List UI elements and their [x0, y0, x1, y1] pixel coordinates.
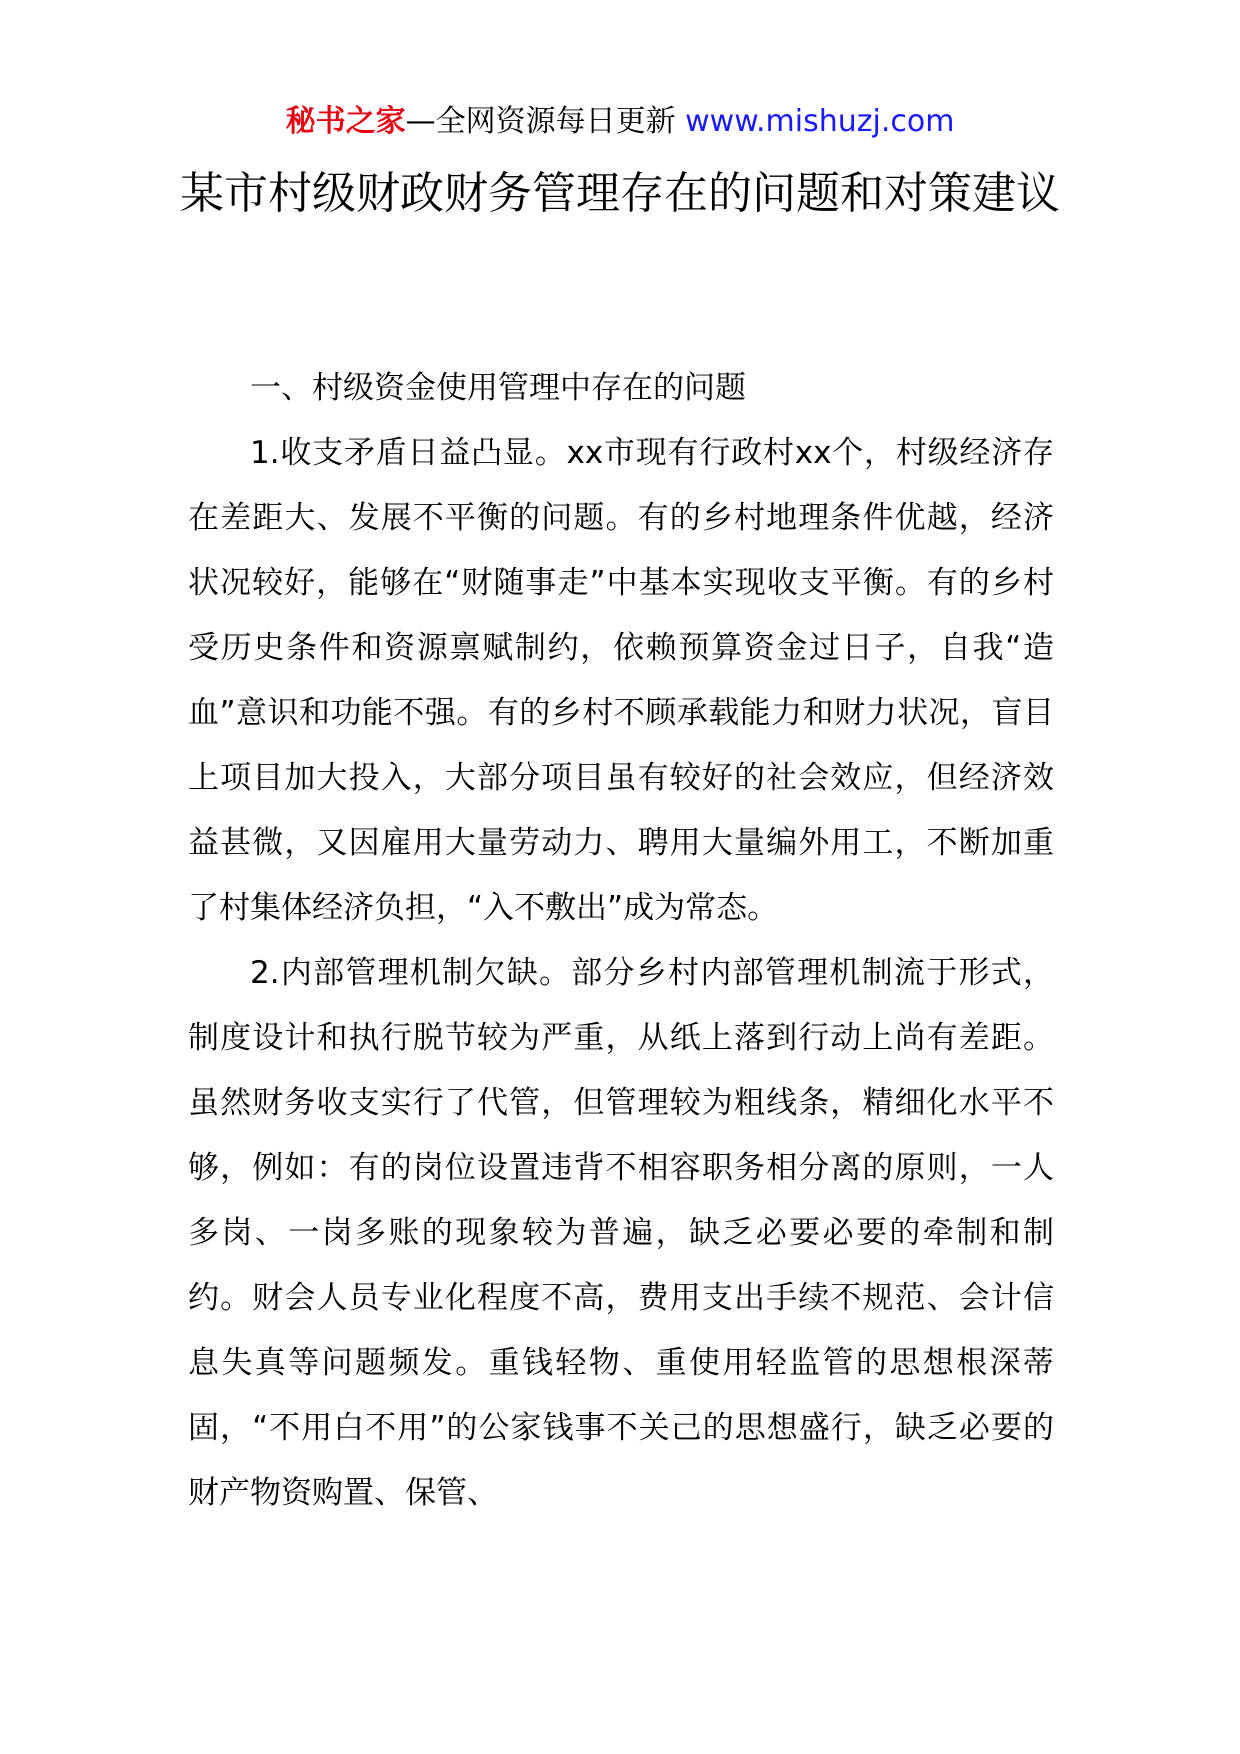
document-title: 某市村级财政财务管理存在的问题和对策建议: [180, 168, 1060, 219]
site-tagline: —全网资源每日更新: [405, 104, 676, 139]
site-url-link[interactable]: www.mishuzj.com: [685, 104, 955, 139]
document-body: [188, 356, 1054, 1526]
site-header: [0, 100, 1240, 144]
body-paragraph: 2.内部管理机制欠缺。部分乡村内部管理机制流于形式，制度设计和执行脱节较为严重，从纸上落到行动上尚有差距。虽然财务收支实行了代管，但管理较为粗线条，精细化水平不够，例如：有的岗位设置违背不相容职务相分离的原则，一人多岗、一岗多账的现象较为普遍，缺乏必要必要的牵制和制约。财会人员专业化程度不高，费用支出手续不规范、会计信息失真等问题频发。重钱轻物、重使用轻监管的思想根深蒂固，“不用白不用”的公家钱事不关己的思想盛行，缺乏必要的财产物资购置、保管、: [188, 955, 1054, 1511]
site-brand: 秘书之家: [285, 104, 406, 139]
body-paragraph: 1.收支矛盾日益凸显。xx市现有行政村xx个，村级经济存在差距大、发展不平衡的问题。有的乡村地理条件优越，经济状况较好，能够在“财随事走”中基本实现收支平衡。有的乡村受历史条件和资源禀赋制约，依赖预算资金过日子，自我“造血”意识和功能不强。有的乡村不顾承载能力和财力状况，盲目上项目加大投入，大部分项目虽有较好的社会效应，但经济效益甚微，又因雇用大量劳动力、聘用大量编外用工，不断加重了村集体经济负担，“入不敷出”成为常态。: [188, 435, 1054, 926]
section-heading: 一、村级资金使用管理中存在的问题: [250, 370, 746, 406]
